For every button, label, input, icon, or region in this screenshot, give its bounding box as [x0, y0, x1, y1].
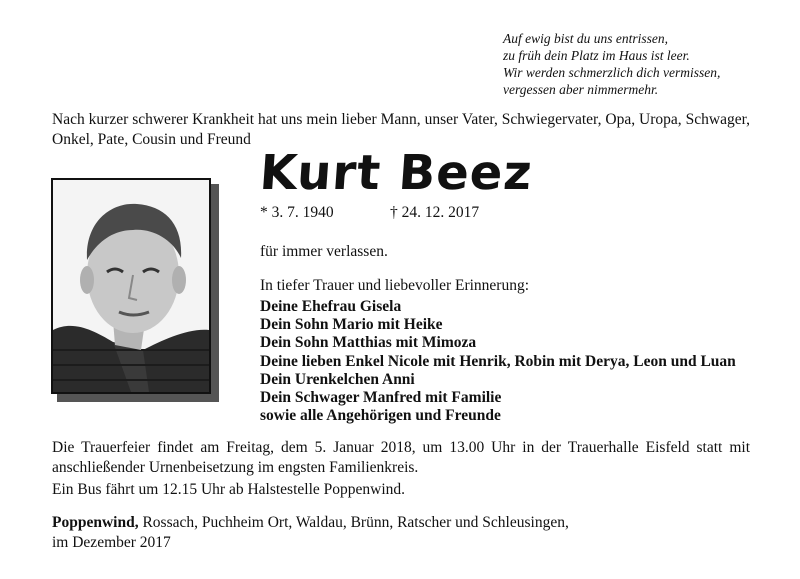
portrait-photo	[51, 178, 211, 394]
mourners-list	[260, 298, 736, 425]
poem-line: vergessen aber nimmermehr.	[503, 82, 659, 97]
mourner-line: Deine lieben Enkel Nicole mit Henrik, Robin mit Derya, Leon und Luan	[260, 352, 736, 370]
mourner-line: Dein Schwager Manfred mit Familie	[260, 389, 502, 407]
mourners-intro: In tiefer Trauer und liebevoller Erinnerung:	[260, 277, 530, 294]
signoff-date: im Dezember 2017	[52, 534, 171, 551]
poem-line: zu früh dein Platz im Haus ist leer.	[503, 48, 690, 63]
mourner-line: Dein Sohn Matthias mit Mimoza	[260, 334, 477, 352]
signoff-place-main: Poppenwind,	[52, 514, 139, 531]
intro-text: Nach kurzer schwerer Krankheit hat uns mein lieber Mann, unser Vater, Schwiegervater, Opa, Uropa, Schwager, Onkel, Pate, Cousin und Freund	[52, 111, 750, 148]
birth-date: * 3. 7. 1940	[260, 204, 334, 221]
portrait-illustration	[53, 180, 209, 392]
poem-line: Wir werden schmerzlich dich vermissen,	[503, 65, 721, 80]
poem-line: Auf ewig bist du uns entrissen,	[503, 31, 668, 46]
deceased-name: Kurt Beez	[257, 145, 535, 201]
signoff-places	[52, 513, 569, 533]
memorial-poem	[503, 30, 783, 98]
signoff	[52, 513, 569, 553]
mourner-line: Dein Sohn Mario mit Heike	[260, 316, 443, 334]
mourner-line: Deine Ehefrau Gisela	[260, 298, 402, 315]
bus-info: Ein Bus fährt um 12.15 Uhr ab Halstestelle Poppenwind.	[52, 481, 406, 498]
mourner-line: Dein Urenkelchen Anni	[260, 370, 415, 388]
funeral-info: Die Trauerfeier findet am Freitag, dem 5. Januar 2018, um 13.00 Uhr in der Trauerhalle Eisfeld statt mit anschließender Urnenbeisetzung im engsten Familienkreis.	[52, 439, 750, 476]
death-date: † 24. 12. 2017	[390, 204, 480, 221]
verlassen-text: für immer verlassen.	[260, 243, 388, 260]
signoff-places-rest: Rossach, Puchheim Ort, Waldau, Brünn, Ratscher und Schleusingen,	[138, 514, 569, 531]
life-dates	[260, 204, 480, 222]
mourner-line: sowie alle Angehörigen und Freunde	[260, 407, 501, 425]
